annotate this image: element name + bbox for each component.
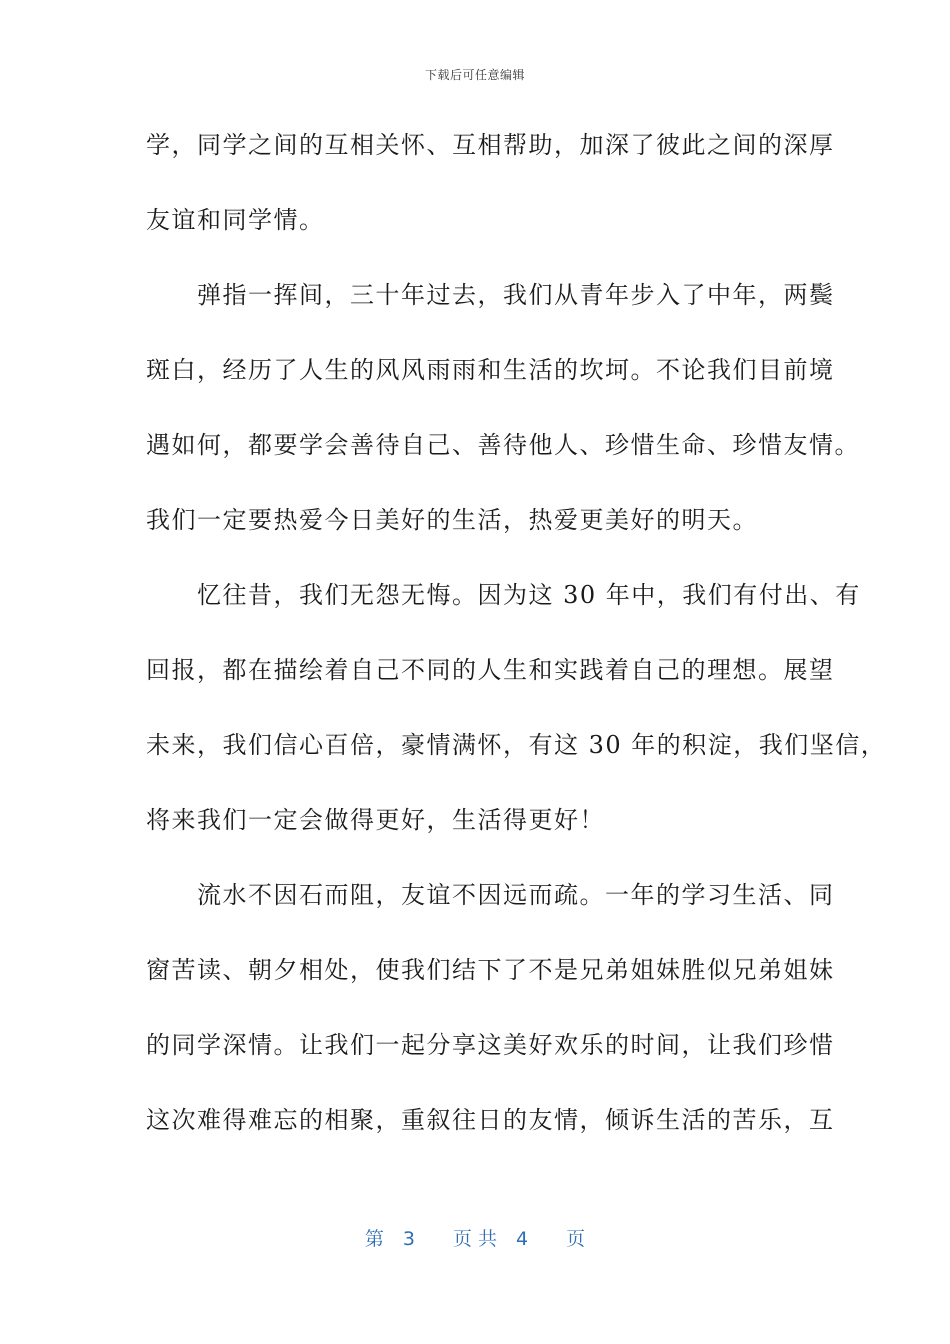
text-line: 回报，都在描绘着自己不同的人生和实践着自己的理想。展望 [146,656,835,684]
text-line: 我们一定要热爱今日美好的生活，热爱更美好的明天。 [146,506,758,534]
text-line: 友谊和同学情。 [146,206,325,234]
text-line: 斑白，经历了人生的风风雨雨和生活的坎坷。不论我们目前境 [146,356,835,384]
text-line: 未来，我们信心百倍，豪情满怀，有这 30 年的积淀，我们坚信， [146,731,887,759]
text-line: 忆往昔，我们无怨无悔。因为这 30 年中，我们有付出、有 [146,581,861,609]
text-line: 窗苦读、朝夕相处，使我们结下了不是兄弟姐妹胜似兄弟姐妹 [146,956,835,984]
text-line: 学，同学之间的互相关怀、互相帮助，加深了彼此之间的深厚 [146,131,835,159]
text-line: 弹指一挥间，三十年过去，我们从青年步入了中年，两鬓 [146,281,835,309]
text-line: 的同学深情。让我们一起分享这美好欢乐的时间，让我们珍惜 [146,1031,835,1059]
text-line: 遇如何，都要学会善待自己、善待他人、珍惜生命、珍惜友情。 [146,431,860,459]
text-line: 将来我们一定会做得更好，生活得更好！ [146,806,605,834]
text-line: 流水不因石而阻，友谊不因远而疏。一年的学习生活、同 [146,881,835,909]
page-number-footer: 第 3 页 共 4 页 [364,1228,586,1250]
header-note: 下载后可任意编辑 [424,68,525,82]
text-line: 这次难得难忘的相聚，重叙往日的友情，倾诉生活的苦乐，互 [146,1106,835,1134]
